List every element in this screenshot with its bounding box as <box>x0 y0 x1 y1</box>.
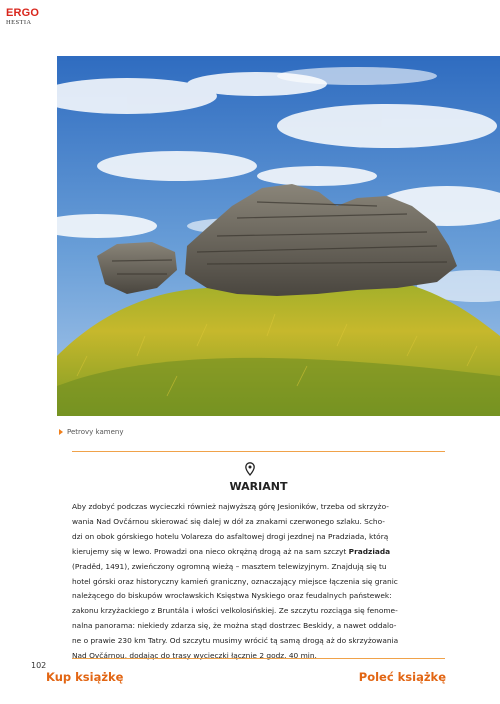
text-line: Aby zdobyć podczas wycieczki również najwyższą górę Jesioników, trzeba od skrzyżo- <box>72 502 389 511</box>
text-line: (Praděd, 1491), zwieńczony ogromną wieżą – masztem telewizyjnym. Znajdują się tu <box>72 561 387 571</box>
logo-sub: HESTIA <box>6 19 32 26</box>
text-line: należącego do biskupów wrocławskich Księstwa Nyskiego oraz feudalnych państewek: <box>72 591 392 601</box>
text-line: hotel górski oraz historyczny kamień graniczny, oznaczający miejsce łączenia się granic <box>72 576 398 586</box>
text-line: zakonu krzyżackiego z Bruntála i włości velkolosińskiej. Ze szczytu rozciąga się fenome- <box>72 606 398 616</box>
page-number: 102 <box>31 661 47 670</box>
location-pin-icon <box>245 461 255 480</box>
text-line: wania Nad Ovčárnou skierować się dalej w dół za znakami czerwonego szlaku. Scho- <box>72 516 385 526</box>
section-bottom-divider <box>72 658 445 659</box>
section-top-divider <box>72 451 445 452</box>
text-line: Nad Ovčárnou, dodając do trasy wycieczki łącznie 2 godz. 40 min. <box>72 651 317 661</box>
photo-caption <box>59 428 123 436</box>
ergo-hestia-logo <box>6 8 39 27</box>
buy-book-link[interactable]: Kup książkę <box>46 670 124 684</box>
text-line-part: kierujemy się w lewo. Prowadzi ona nieco okrężną drogą aż na sam szczyt <box>72 546 349 556</box>
logo-brand: ERGO <box>6 7 40 19</box>
body-paragraph <box>72 500 445 664</box>
text-line: dzi on obok górskiego hotelu Volareza do asfaltowej drogi jezdnej na Pradziada, którą <box>72 531 389 541</box>
bold-place-name: Pradziada <box>348 546 391 556</box>
text-line: nalna panorama: niekiedy zdarza się, że można stąd dostrzec Beskidy, a nawet oddalo- <box>72 621 397 631</box>
caption-triangle-icon <box>59 429 63 435</box>
text-line <box>72 545 445 560</box>
mountain-rocks-photo <box>57 56 500 416</box>
text-line: ne o prawie 230 km Tatry. Od szczytu musimy wrócić tą samą drogą aż do skrzyżowania <box>72 636 399 646</box>
recommend-book-link[interactable]: Poleć książkę <box>358 670 446 684</box>
photo-caption-text: Petrovy kameny <box>67 428 124 436</box>
section-heading: WARIANT <box>229 480 288 493</box>
